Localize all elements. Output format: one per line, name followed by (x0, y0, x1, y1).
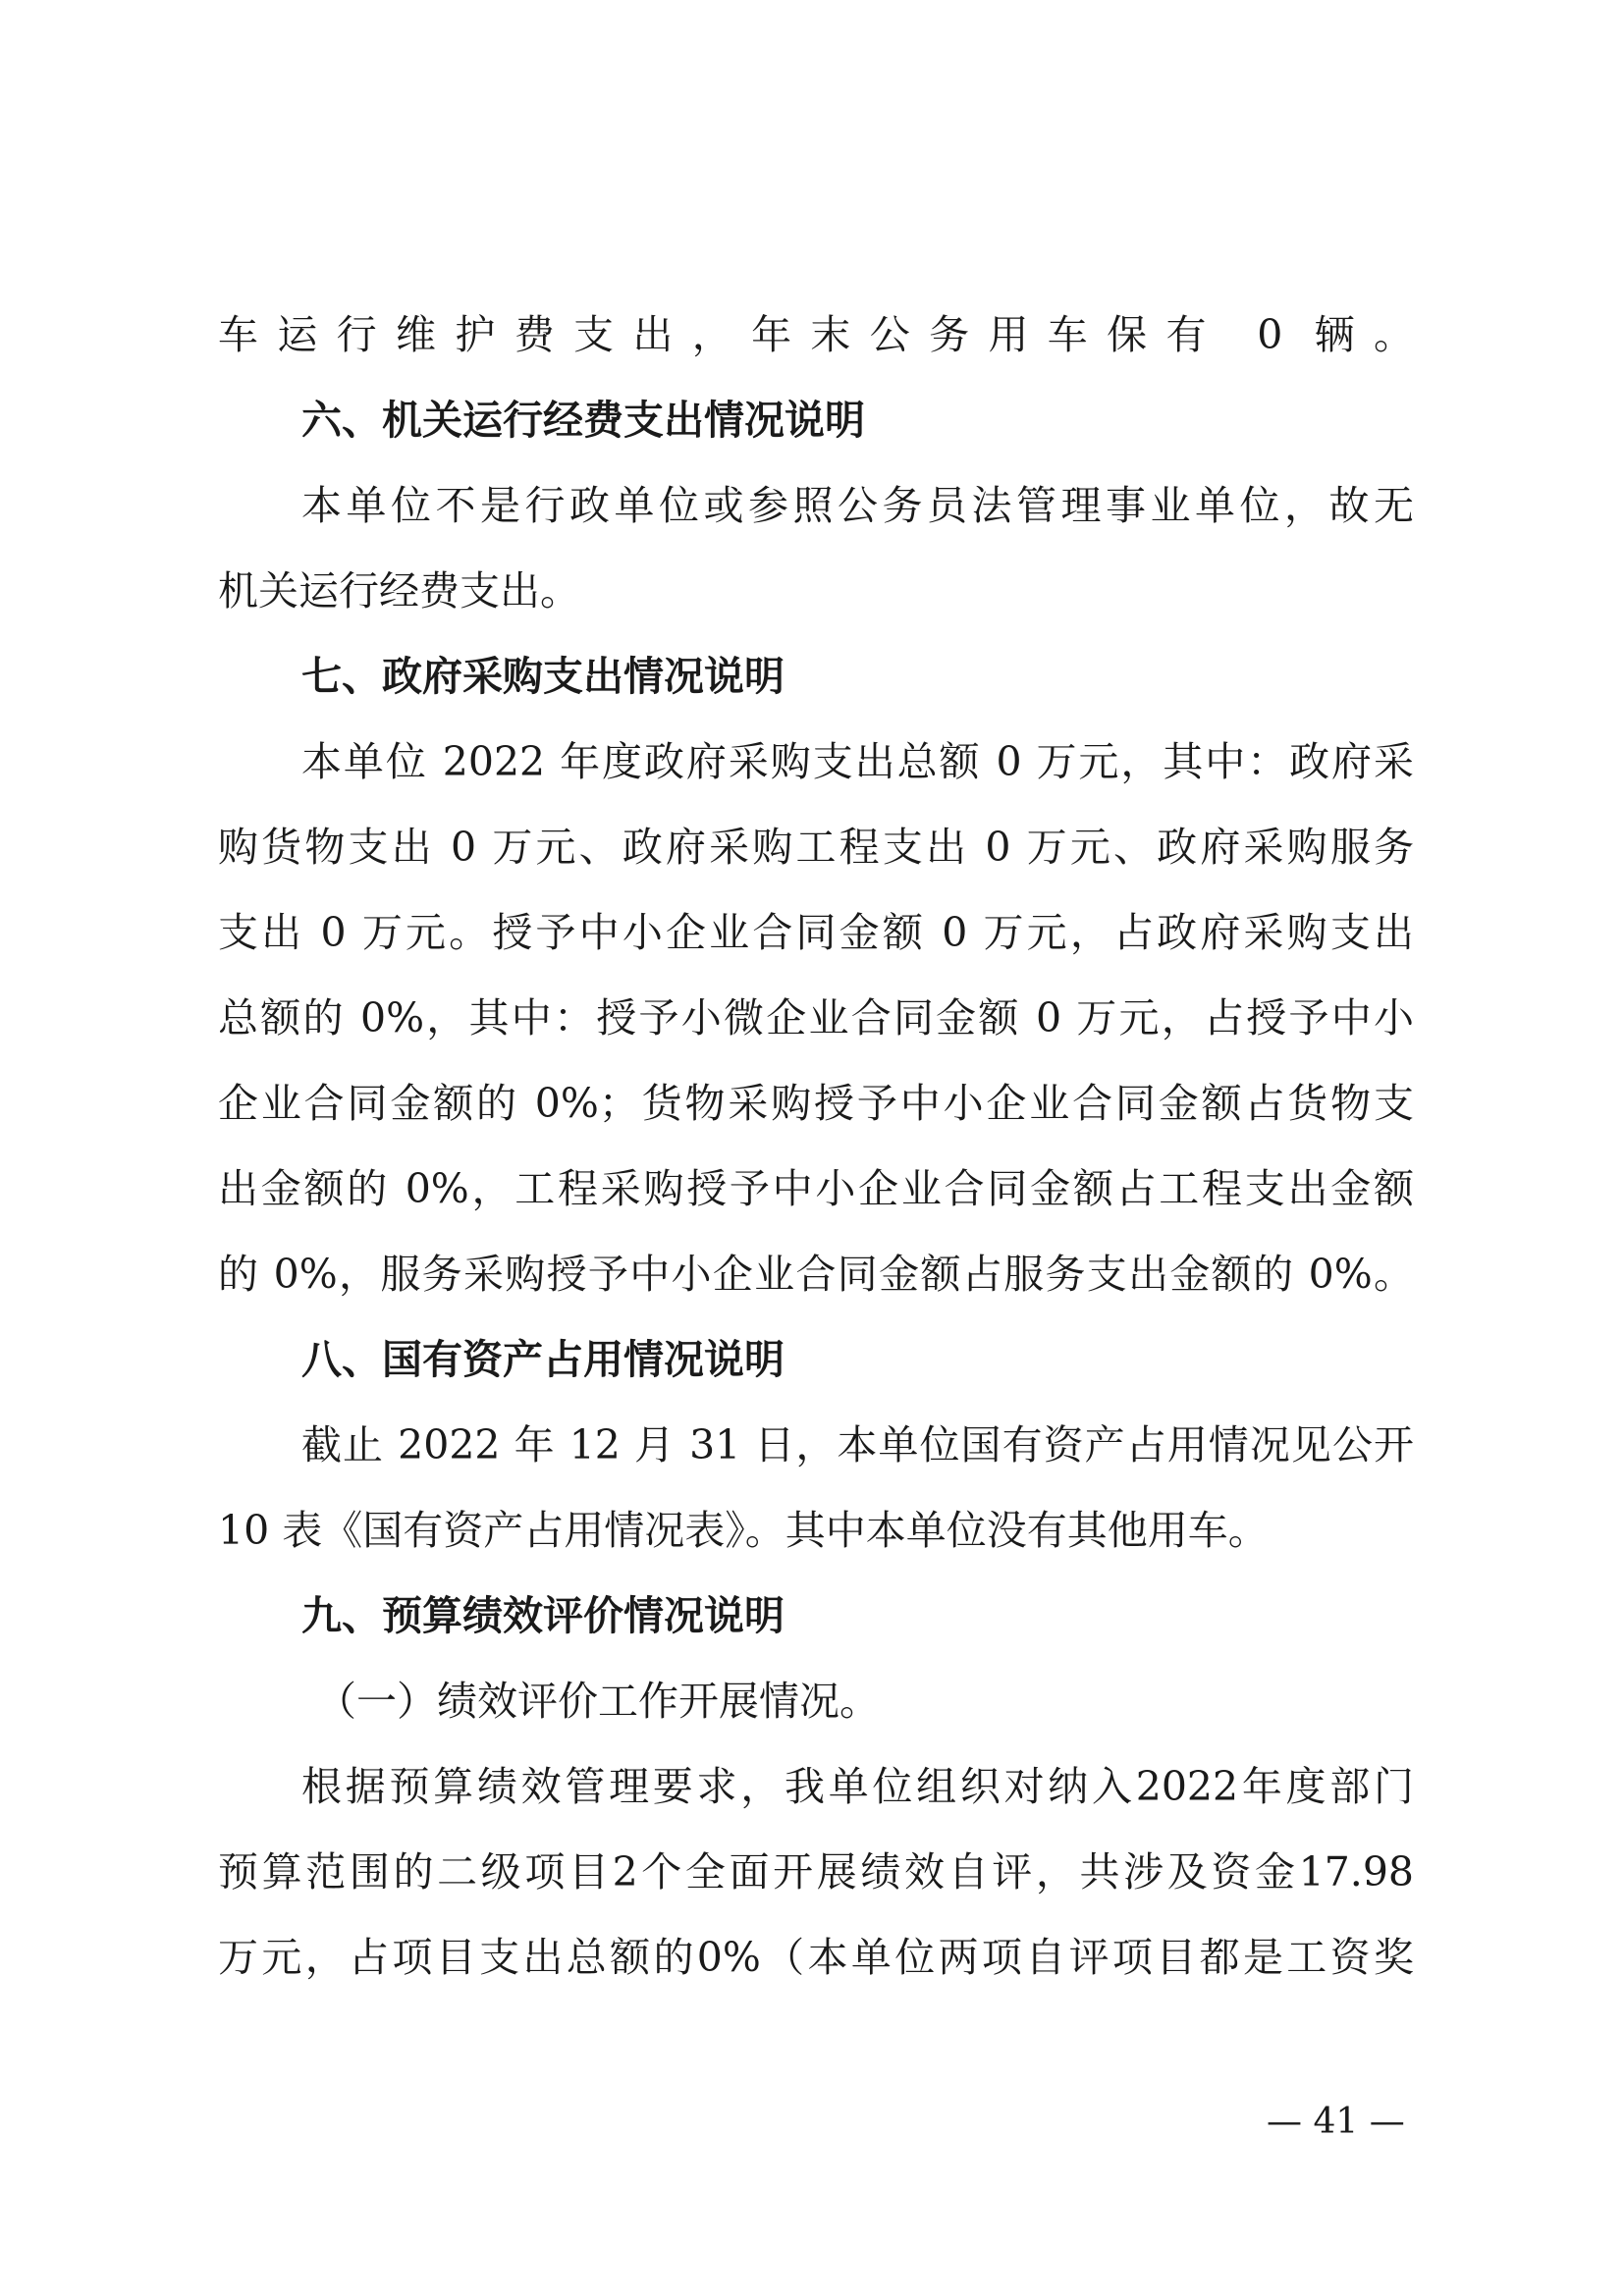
paragraph-line: 总额的 0%，其中：授予小微企业合同金额 0 万元，占授予中小 (218, 994, 1414, 1041)
section-heading-6: 六、机关运行经费支出情况说明 (301, 397, 865, 444)
paragraph-line: 出金额的 0%，工程采购授予中小企业合同金额占工程支出金额 (218, 1165, 1414, 1212)
paragraph-line: 的 0%，服务采购授予中小企业合同金额占服务支出金额的 0%。 (218, 1251, 1414, 1298)
section-heading-8: 八、国有资产占用情况说明 (301, 1336, 785, 1383)
document-body (218, 293, 1414, 2001)
paragraph-line: 预算范围的二级项目2个全面开展绩效自评，共涉及资金17.98 (218, 1848, 1414, 1896)
paragraph-line: 本单位 2022 年度政府采购支出总额 0 万元，其中：政府采 (301, 738, 1414, 785)
paragraph-line: 企业合同金额的 0%；货物采购授予中小企业合同金额占货物支 (218, 1080, 1414, 1127)
section-heading-9: 九、预算绩效评价情况说明 (301, 1592, 785, 1639)
paragraph-line: 截止 2022 年 12 月 31 日，本单位国有资产占用情况见公开 (301, 1421, 1414, 1468)
paragraph-line: 本单位不是行政单位或参照公务员法管理事业单位，故无 (301, 482, 1414, 529)
paragraph-line: 车运行维护费支出，年末公务用车保有 0 辆。 (218, 311, 1414, 358)
paragraph-line: 机关运行经费支出。 (218, 567, 580, 614)
subsection-heading: （一）绩效评价工作开展情况。 (316, 1678, 880, 1725)
paragraph-line: 万元，占项目支出总额的0%（本单位两项自评项目都是工资奖 (218, 1934, 1414, 1981)
paragraph-line: 购货物支出 0 万元、政府采购工程支出 0 万元、政府采购服务 (218, 824, 1414, 871)
paragraph-line: 10 表《国有资产占用情况表》。其中本单位没有其他用车。 (218, 1507, 1269, 1554)
paragraph-line: 根据预算绩效管理要求，我单位组织对纳入2022年度部门 (301, 1763, 1414, 1810)
page-number: — 41 — (1267, 2102, 1405, 2142)
section-heading-7: 七、政府采购支出情况说明 (301, 653, 785, 700)
paragraph-line: 支出 0 万元。授予中小企业合同金额 0 万元，占政府采购支出 (218, 909, 1414, 956)
